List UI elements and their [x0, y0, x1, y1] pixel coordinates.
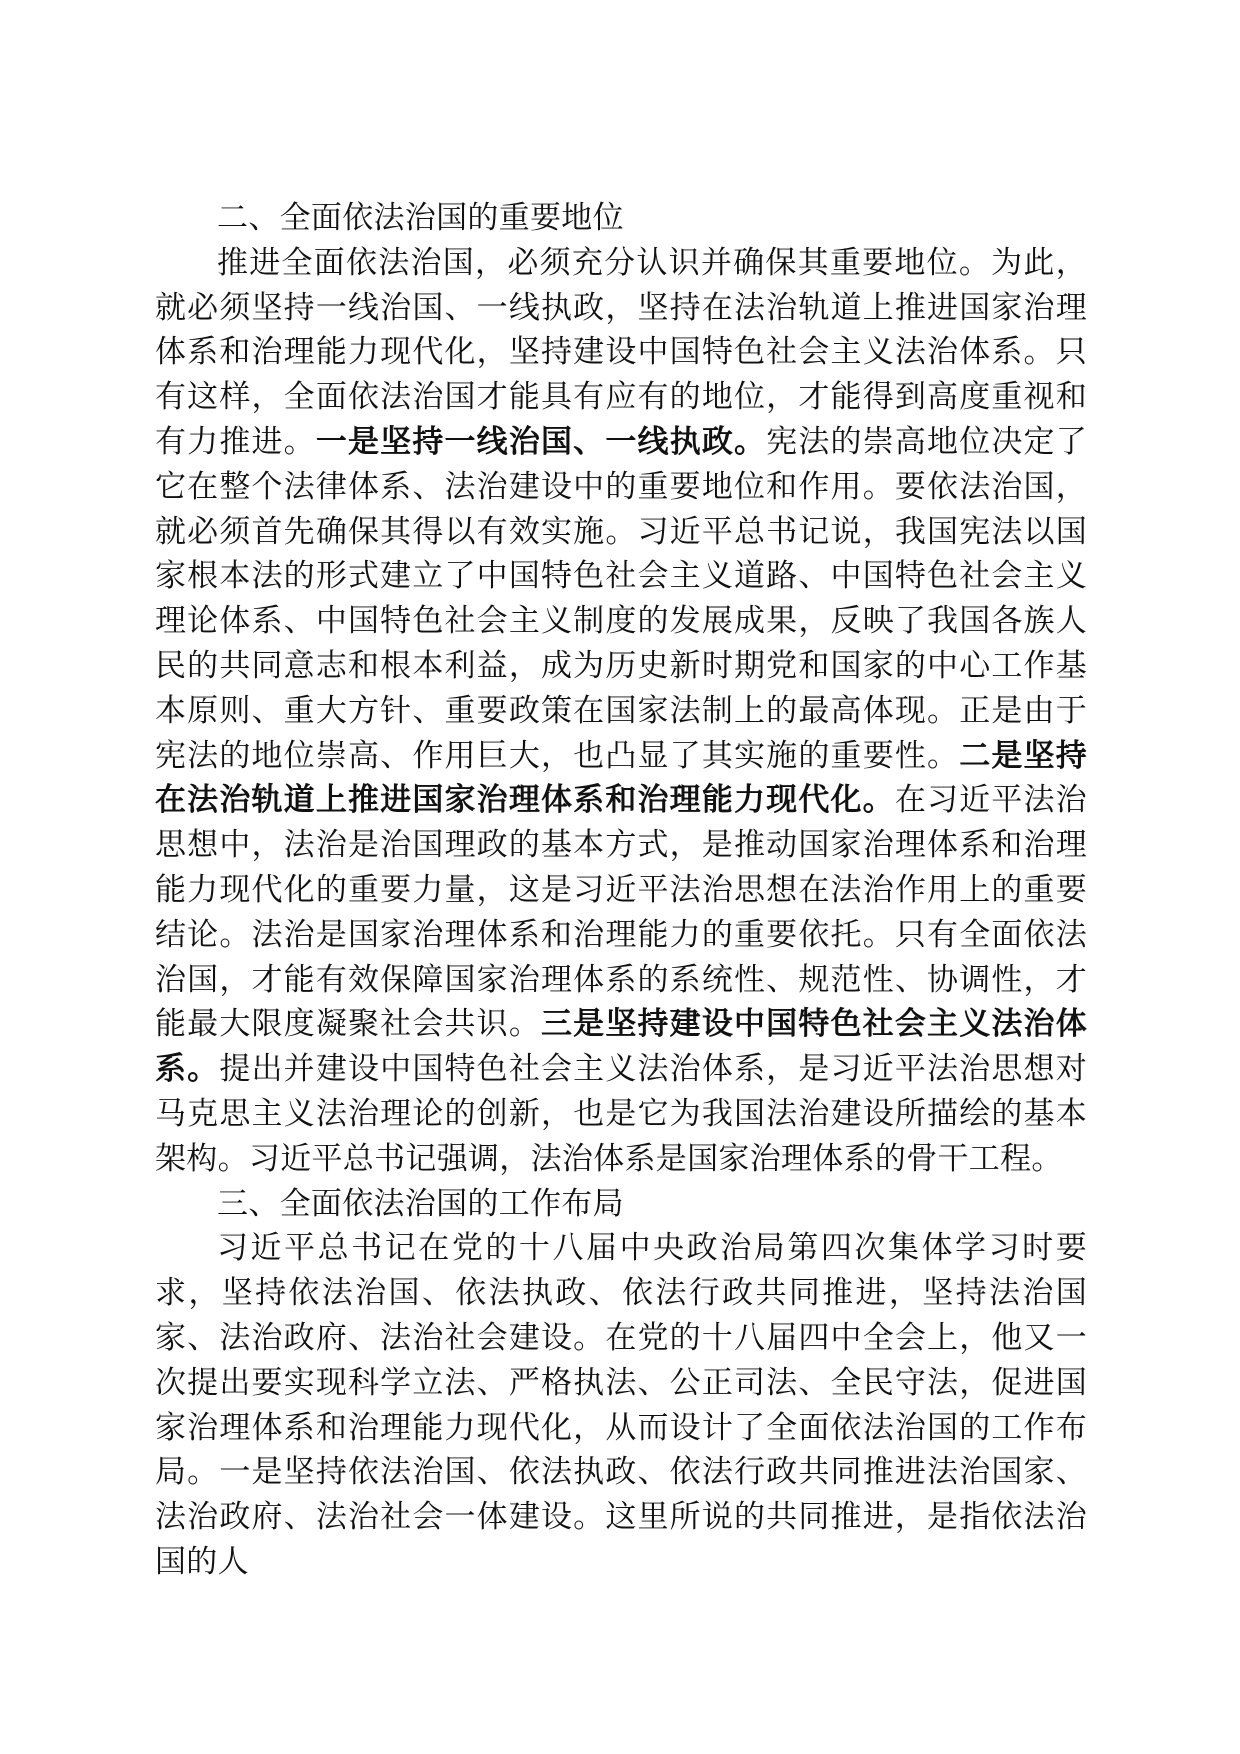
paragraph-text: 推进全面依法治国，必须充分认识并确保其重要地位。为此，就必须坚持一线治国、一线执政，坚持在法治轨道上推进国家治理体系和治理能力现代化，坚持建设中国特色社会主义法治体系。只有这样，全面依法治国才能具有应有的地位，才能得到高度重视和有力推进。: [155, 244, 1087, 460]
section-heading-3: 三、全面依法治国的工作布局: [217, 1185, 624, 1222]
bold-point-3: 三是坚持建设中国特色社会主义法治体系。: [155, 1006, 1087, 1088]
section-heading-2: 二、全面依法治国的重要地位: [217, 200, 624, 236]
document-page: [155, 196, 1087, 1585]
paragraph-text: 在习近平法治思想中，法治是治国理政的基本方式，是推动国家治理体系和治理能力现代化的重要力量，这是习近平法治思想在法治作用上的重要结论。法治是国家治理体系和治理能力的重要依托。只有全面依法治国，才能有效保障国家治理体系的系统性、规范性、协调性，才能最大限度凝聚社会共识。: [155, 782, 1087, 1043]
bold-point-1: 一是坚持一线治国、一线执政。: [315, 423, 767, 460]
section-2-paragraph: [155, 241, 1087, 1182]
section-3-paragraph: 习近平总书记在党的十八届中央政治局第四次集体学习时要求，坚持依法治国、依法执政、依法行政共同推进，坚持法治国家、法治政府、法治社会建设。在党的十八届四中全会上，他又一次提出要实现科学立法、严格执法、公正司法、全民守法，促进国家治理体系和治理能力现代化，从而设计了全面依法治国的工作布局。一是坚持依法治国、依法执政、依法行政共同推进法治国家、法治政府、法治社会一体建设。这里所说的共同推进，是指依法治国的人: [155, 1230, 1087, 1580]
paragraph-text: 提出并建设中国特色社会主义法治体系，是习近平法治思想对马克思主义法治理论的创新，也是它为我国法治建设所描绘的基本架构。习近平总书记强调，法治体系是国家治理体系的骨干工程。: [155, 1051, 1087, 1177]
bold-point-2: 二是坚持在法治轨道上推进国家治理体系和治理能力现代化。: [155, 737, 1088, 819]
paragraph-text: 宪法的崇高地位决定了它在整个法律体系、法治建设中的重要地位和作用。要依法治国，就必须首先确保其得以有效实施。习近平总书记说，我国宪法以国家根本法的形式建立了中国特色社会主义道路、中国特色社会主义理论体系、中国特色社会主义制度的发展成果，反映了我国各族人民的共同意志和根本利益，成为历史新时期党和国家的中心工作基本原则、重大方针、重要政策在国家法制上的最高体现。正是由于宪法的地位崇高、作用巨大，也凸显了其实施的重要性。: [155, 423, 1088, 774]
